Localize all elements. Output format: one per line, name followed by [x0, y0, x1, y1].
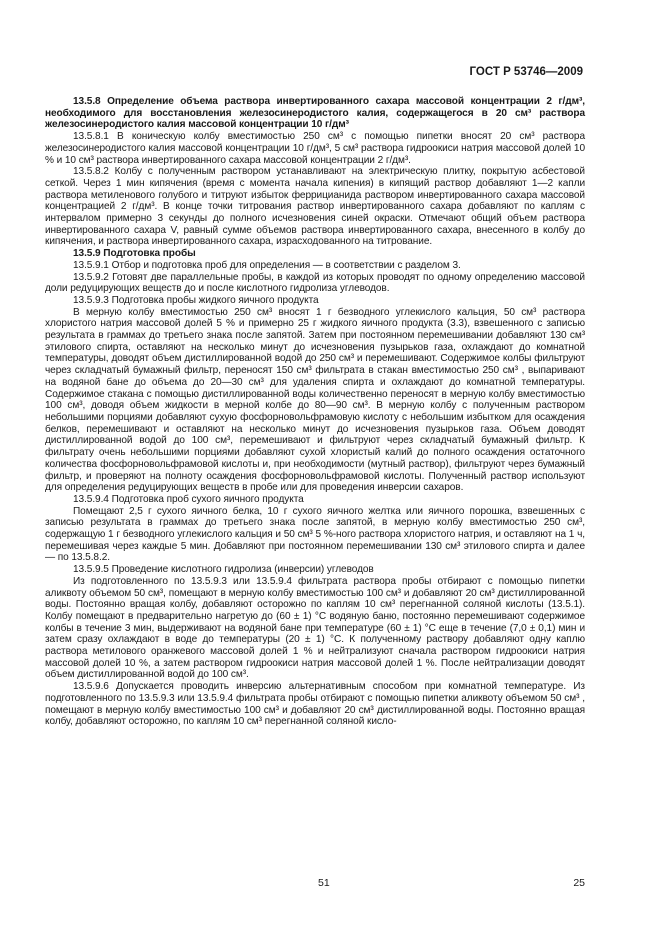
paragraph: 13.5.9.1 Отбор и подготовка проб для определения — в соответствии с разделом 3.: [73, 259, 461, 271]
subsection-title: 13.5.9.4 Подготовка проб сухого яичного продукта: [73, 493, 304, 505]
paragraph: Из подготовленного по 13.5.9.3 или 13.5.9.4 фильтрата раствора пробы отбирают с помощью пипетки аликвоту объемом 50 см³, помещают в мерную колбу вместимостью 100 см³ и добавляют 20 см³ дистиллированной воды. Постоянно вращая колбу, добавляют осторожно по каплям 10 см³ перегнанной соляной кислоты (13.5.1). Колбу помещают в предварительно нагретую до (60 ± 1) °С водяную баню, постоянно перемешивают содержимое колбы в течение 3 мин, выдерживают на водяной бане при температуре (60 ± 1) °С еще в течение (7,0 ± 0,1) мин и затем сразу охлаждают в воде до температуры (20 ± 1) °С. К полученному раствору добавляют одну каплю раствора метилового оранжевого массовой долей 1 % и нейтрализуют сначала раствором гидроокиси натрия массовой долей 10 %, а затем раствором гидроокиси натрия массовой долей 1 %. После нейтрализации доводят объем дистиллированной водой до 100 см³.: [45, 575, 585, 681]
paragraph: 13.5.8.1 В коническую колбу вместимостью 250 см³ с помощью пипетки вносят 20 см³ раствора железосинеродистого калия массовой концентрации 10 г/дм³, 5 см³ раствора гидроокиси натрия массовой долей 10 % и 10 см³ раствора инвертированного сахара массовой концентрации 2 г/дм³.: [45, 131, 585, 166]
paragraph: 13.5.8.2 Колбу с полученным раствором устанавливают на электрическую плитку, покрытую асбестовой сеткой. Через 1 мин кипячения (время с момента начала кипения) в кипящий раствор добавляют 1—2 капли раствора метиленового голубого и титруют избыток феррицианида раствором инвертированного сахара массовой концентрацией 2 г/дм³. В конце точки титрования раствор инвертированного сахара добавляют по каплям с интервалом примерно 3 секунды до полного исчезновения синей окраски. Отмечают общий объем раствора инвертированного сахара V, равный сумме объемов раствора инвертированного сахара, внесенного в колбу до кипячения, и раствора инвертированного сахара, израсходованного на титрование.: [45, 166, 585, 248]
document-body: [45, 96, 585, 728]
paragraph: 13.5.9.2 Готовят две параллельные пробы, в каждой из которых проводят по одному определению массовой доли редуцирующих веществ до и после кислотного гидролиза углеводов.: [45, 271, 585, 295]
subsection-title: 13.5.9.5 Проведение кислотного гидролиза (инверсии) углеводов: [73, 564, 374, 576]
page-number-right: 25: [573, 877, 585, 889]
document-header: ГОСТ Р 53746—2009: [469, 66, 583, 78]
section-heading-13-5-8: 13.5.8 Определение объема раствора инвертированного сахара массовой концентрации 2 г/дм³, необходимого для восстановления железосинеродистого калия, содержащегося в 20 см³ раствора железосинеродистого калия массовой концентрации 10 г/дм³: [45, 96, 585, 131]
subsection-title: 13.5.9.3 Подготовка пробы жидкого яичного продукта: [73, 294, 319, 306]
paragraph: 13.5.9.6 Допускается проводить инверсию альтернативным способом при комнатной температуре. Из подготовленного по 13.5.9.3 или 13.5.9.4 фильтрата пробы отбирают с помощью пипетки аликвоту объемом 50 см³ , помещают в мерную колбу вместимостью 100 см³ и добавляют 20 см³ дистиллированной воды. Постоянно вращая колбу, добавляют осторожно, по каплям 10 см³ перегнанной соляной кисло-: [45, 681, 585, 728]
paragraph: Помещают 2,5 г сухого яичного белка, 10 г сухого яичного желтка или яичного порошка, взвешенных с записью результата в граммах до третьего знака после запятой, в мерную колбу вместимостью 250 см³, содержащую 1 г безводного углекислого кальция и 50 см³ 5 %-ного раствора хлористого натрия, и оставляют на 1 ч, перемешивая через каждые 5 мин. Добавляют при постоянном перемешивании 130 см³ этилового спирта и далее — по 13.5.8.2.: [45, 505, 585, 564]
page-number-center: 51: [318, 877, 330, 889]
section-heading-13-5-9: 13.5.9 Подготовка пробы: [73, 248, 196, 260]
paragraph: В мерную колбу вместимостью 250 см³ вносят 1 г безводного углекислого кальция, 50 см³ раствора хлористого натрия массовой долей 5 % и примерно 25 г жидкого яичного продукта (3.3), взвешенного с записью результата в граммах до третьего знака после запятой. Затем при постоянном перемешивании добавляют 130 см³ этилового спирта, оставляют на несколько минут до исчезновения пузырьков газа, охлаждают до комнатной температуры, доводят объем дистиллированной водой до 250 см³ и перемешивают. Содержимое колбы фильтруют через складчатый бумажный фильтр, переносят 150 см³ фильтрата в стакан вместимостью 250 см³ , выпаривают на водяной бане до объема до 20—30 см³ для удаления спирта и охлаждают до комнатной температуры. Содержимое стакана с помощью дистиллированной воды количественно переносят в мерную колбу вместимостью 100 см³, доводя объем жидкости в мерной колбе до 80—90 см³. В мерную колбу с полученным раствором небольшими порциями добавляют сухую фосфорновольфрамовую кислоту с небольшим избытком для осаждения белков, перемешивают и оставляют на несколько минут до исчезновения пузырьков газа. Объем доводят дистиллированной водой до 100 см³, перемешивают и фильтруют через складчатый бумажный фильтр. К фильтрату очень небольшими порциями добавляют сухой хлористый калий до полного осаждения остаточного количества фосфорновольфрамовой кислоты и, при необходимости (мутный раствор), фильтруют через бумажный фильтр, и проверяют на полноту осаждения фосфорновольфрамовой кислоты. Полученный раствор используют для определения редуцирующих веществ в пробе или для проведения инверсии сахаров.: [45, 306, 585, 494]
